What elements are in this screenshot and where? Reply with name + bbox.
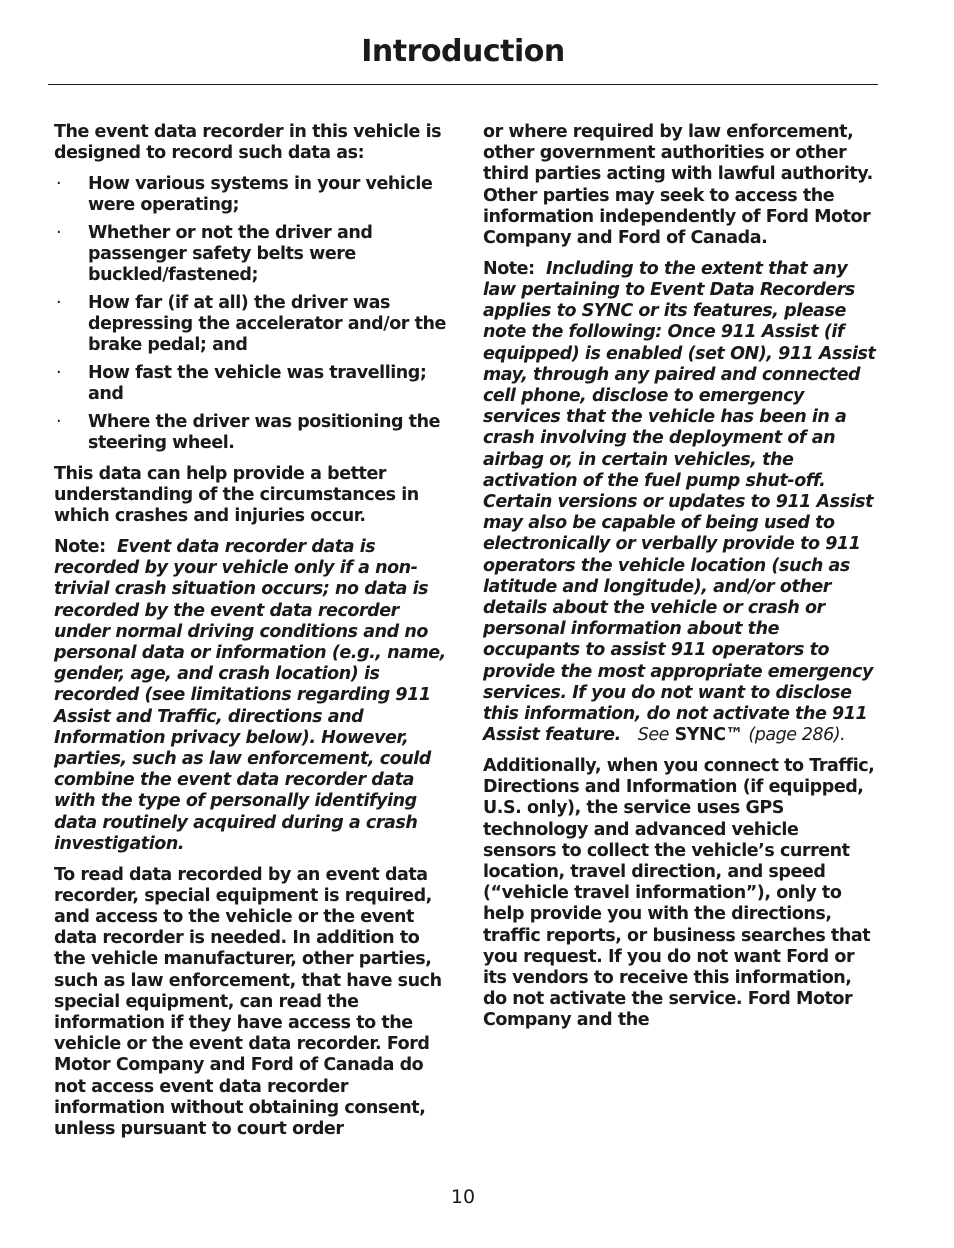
- list-item: [54, 363, 448, 405]
- see-reference-text: See: [637, 725, 669, 746]
- list-item: [54, 293, 448, 357]
- bullet-icon: ·: [56, 292, 62, 313]
- bullet-icon: ·: [56, 411, 62, 432]
- list-item-text: How various systems in your vehicle were operating;: [88, 173, 433, 216]
- bullet-icon: ·: [56, 222, 62, 243]
- read-data-paragraph: To read data recorded by an event data recorder, special equipment is required, and access to the vehicle or the event data recorder is needed. In addition to the vehicle manufacturer, other parties, such as law enforcement, that have such special equipment, can read the information if they have access to the vehicle or the event data recorder. Ford Motor Company and Ford of Canada do not access event data recorder information without obtaining consent, unless pursuant to court order: [54, 864, 442, 1139]
- list-item-text: How fast the vehicle was travelling; and: [88, 363, 427, 405]
- list-item-text: Whether or not the driver and passenger safety belts were buckled/fastened;: [88, 222, 373, 286]
- recorded-data-list: [54, 174, 448, 454]
- intro-paragraph: The event data recorder in this vehicle is designed to record such data as:: [54, 122, 442, 164]
- note-paragraph: [483, 259, 877, 747]
- continued-paragraph: or where required by law enforcement, other government authorities or other third parties acting with lawful authority. Other parties may seek to access the information independently of Ford Motor Company and Ford of Canada.: [483, 122, 873, 249]
- page-number: 10: [450, 1186, 476, 1208]
- list-item: [54, 223, 448, 287]
- page-title: Introduction: [361, 34, 565, 69]
- traffic-paragraph: Additionally, when you connect to Traffic, Directions and Information (if equipped, U.S. only), the service uses GPS technology and advanced vehicle sensors to collect the vehicle’s current location, travel direction, and speed (“vehicle travel information”), only to help provide you with the directions, traffic reports, or business searches that you request. If you do not want Ford or its vendors to receive this information, do not activate the service. Ford Motor Company and the: [483, 755, 875, 1031]
- page-reference: (page 286).: [748, 725, 846, 746]
- note-label: Note:: [54, 536, 106, 557]
- bullet-icon: ·: [56, 363, 62, 384]
- note-body: Event data recorder data is recorded by your vehicle only if a non-trivial crash situation occurs; no data is recorded by the event data recorder under normal driving conditions and no personal data or information (e.g., name, gender, age, and crash location) is recorded (see limitations regarding 911 Assist and Traffic, directions and Information privacy below). However, parties, such as law enforcement, could combine the event data recorder data with the type of personally identifying data routinely acquired during a crash investigation.: [54, 536, 446, 854]
- title-divider: [48, 84, 878, 85]
- list-item: [54, 174, 448, 216]
- right-column: [483, 122, 877, 1041]
- help-paragraph: This data can help provide a better understanding of the circumstances in which crashes and injuries occur.: [54, 463, 419, 527]
- note-paragraph: [54, 537, 448, 855]
- list-item-text: How far (if at all) the driver was depressing the accelerator and/or the brake pedal; and: [88, 292, 446, 356]
- note-label: Note:: [483, 258, 535, 279]
- list-item: [54, 412, 448, 454]
- note-body: Including to the extent that any law pertaining to Event Data Recorders applies to SYNC or its features, please note the following: Once 911 Assist (if equipped) is enabled (set ON), 911 Assist may, through any paired and connected cell phone, disclose to emergency services that the vehicle has been in a crash involving the deployment of an airbag or, in certain vehicles, the activation of the fuel pump shut-off. Certain versions or updates to 911 Assist may also be capable of being used to electronically or verbally provide to 911 operators the vehicle location (such as latitude and longitude), and/or other details about the vehicle or crash or personal information about the occupants to assist 911 operators to provide the most appropriate emergency services. If you do not want to disclose this information, do not activate the 911 Assist feature.: [483, 258, 876, 746]
- bullet-icon: ·: [56, 173, 62, 194]
- list-item-text: Where the driver was positioning the steering wheel.: [88, 411, 441, 454]
- sync-reference-link[interactable]: SYNC™: [674, 725, 743, 746]
- left-column: [54, 122, 448, 1150]
